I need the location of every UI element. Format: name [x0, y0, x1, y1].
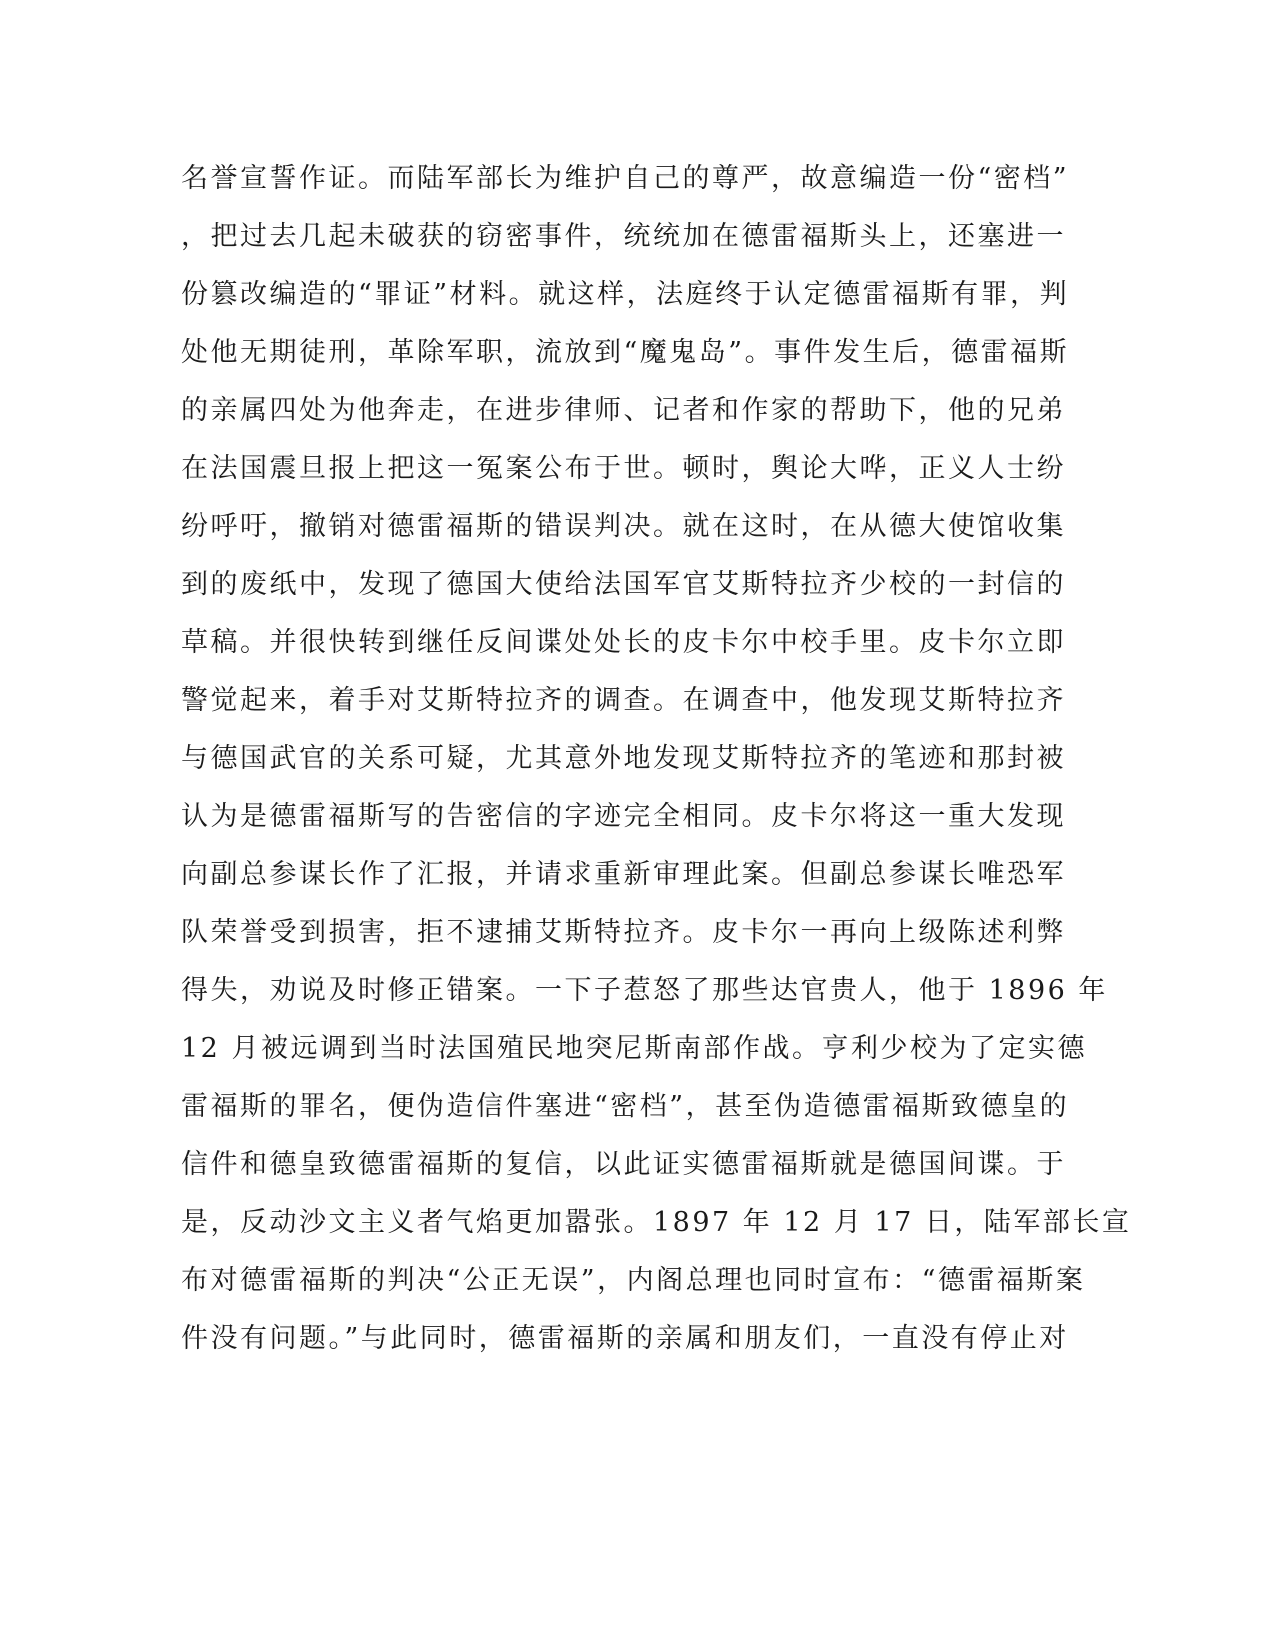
- text-line: 纷呼吁，撤销对德雷福斯的错误判决。就在这时，在从德大使馆收集: [181, 511, 1066, 542]
- text-line: 在法国震旦报上把这一冤案公布于世。顿时，舆论大哗，正义人士纷: [181, 453, 1066, 484]
- text-line: 布对德雷福斯的判决“公正无误”，内阁总理也同时宣布：“德雷福斯案: [181, 1265, 1086, 1296]
- text-line: 认为是德雷福斯写的告密信的字迹完全相同。皮卡尔将这一重大发现: [181, 801, 1066, 832]
- text-line: 雷福斯的罪名，便伪造信件塞进“密档”，甚至伪造德雷福斯致德皇的: [181, 1091, 1070, 1122]
- text-line: 得失，劝说及时修正错案。一下子惹怒了那些达官贵人，他于 1896 年: [181, 975, 1108, 1006]
- text-line: 向副总参谋长作了汇报，并请求重新审理此案。但副总参谋长唯恐军: [181, 859, 1066, 890]
- text-line: 的亲属四处为他奔走，在进步律师、记者和作家的帮助下，他的兄弟: [181, 395, 1066, 426]
- text-line: ，把过去几起未破获的窃密事件，统统加在德雷福斯头上，还塞进一: [181, 221, 1066, 252]
- text-line: 信件和德皇致德雷福斯的复信，以此证实德雷福斯就是德国间谍。于: [181, 1149, 1066, 1180]
- body-text: [181, 150, 1132, 1368]
- text-line: 份篡改编造的“罪证”材料。就这样，法庭终于认定德雷福斯有罪，判: [181, 279, 1070, 310]
- text-line: 与德国武官的关系可疑，尤其意外地发现艾斯特拉齐的笔迹和那封被: [181, 743, 1066, 774]
- text-line: 草稿。并很快转到继任反间谍处处长的皮卡尔中校手里。皮卡尔立即: [181, 627, 1066, 658]
- text-line: 到的废纸中，发现了德国大使给法国军官艾斯特拉齐少校的一封信的: [181, 569, 1066, 600]
- text-line: 处他无期徒刑，革除军职，流放到“魔鬼岛”。事件发生后，德雷福斯: [181, 337, 1070, 368]
- text-line: 12 月被远调到当时法国殖民地突尼斯南部作战。亨利少校为了定实德: [181, 1033, 1087, 1064]
- text-line: 件没有问题。”与此同时，德雷福斯的亲属和朋友们，一直没有停止对: [181, 1323, 1069, 1354]
- text-line: 警觉起来，着手对艾斯特拉齐的调查。在调查中，他发现艾斯特拉齐: [181, 685, 1066, 716]
- text-line: 队荣誉受到损害，拒不逮捕艾斯特拉齐。皮卡尔一再向上级陈述利弊: [181, 917, 1066, 948]
- text-line: 名誉宣誓作证。而陆军部长为维护自己的尊严，故意编造一份“密档”: [181, 163, 1070, 194]
- text-line: 是，反动沙文主义者气焰更加嚣张。1897 年 12 月 17 日，陆军部长宣: [181, 1207, 1132, 1238]
